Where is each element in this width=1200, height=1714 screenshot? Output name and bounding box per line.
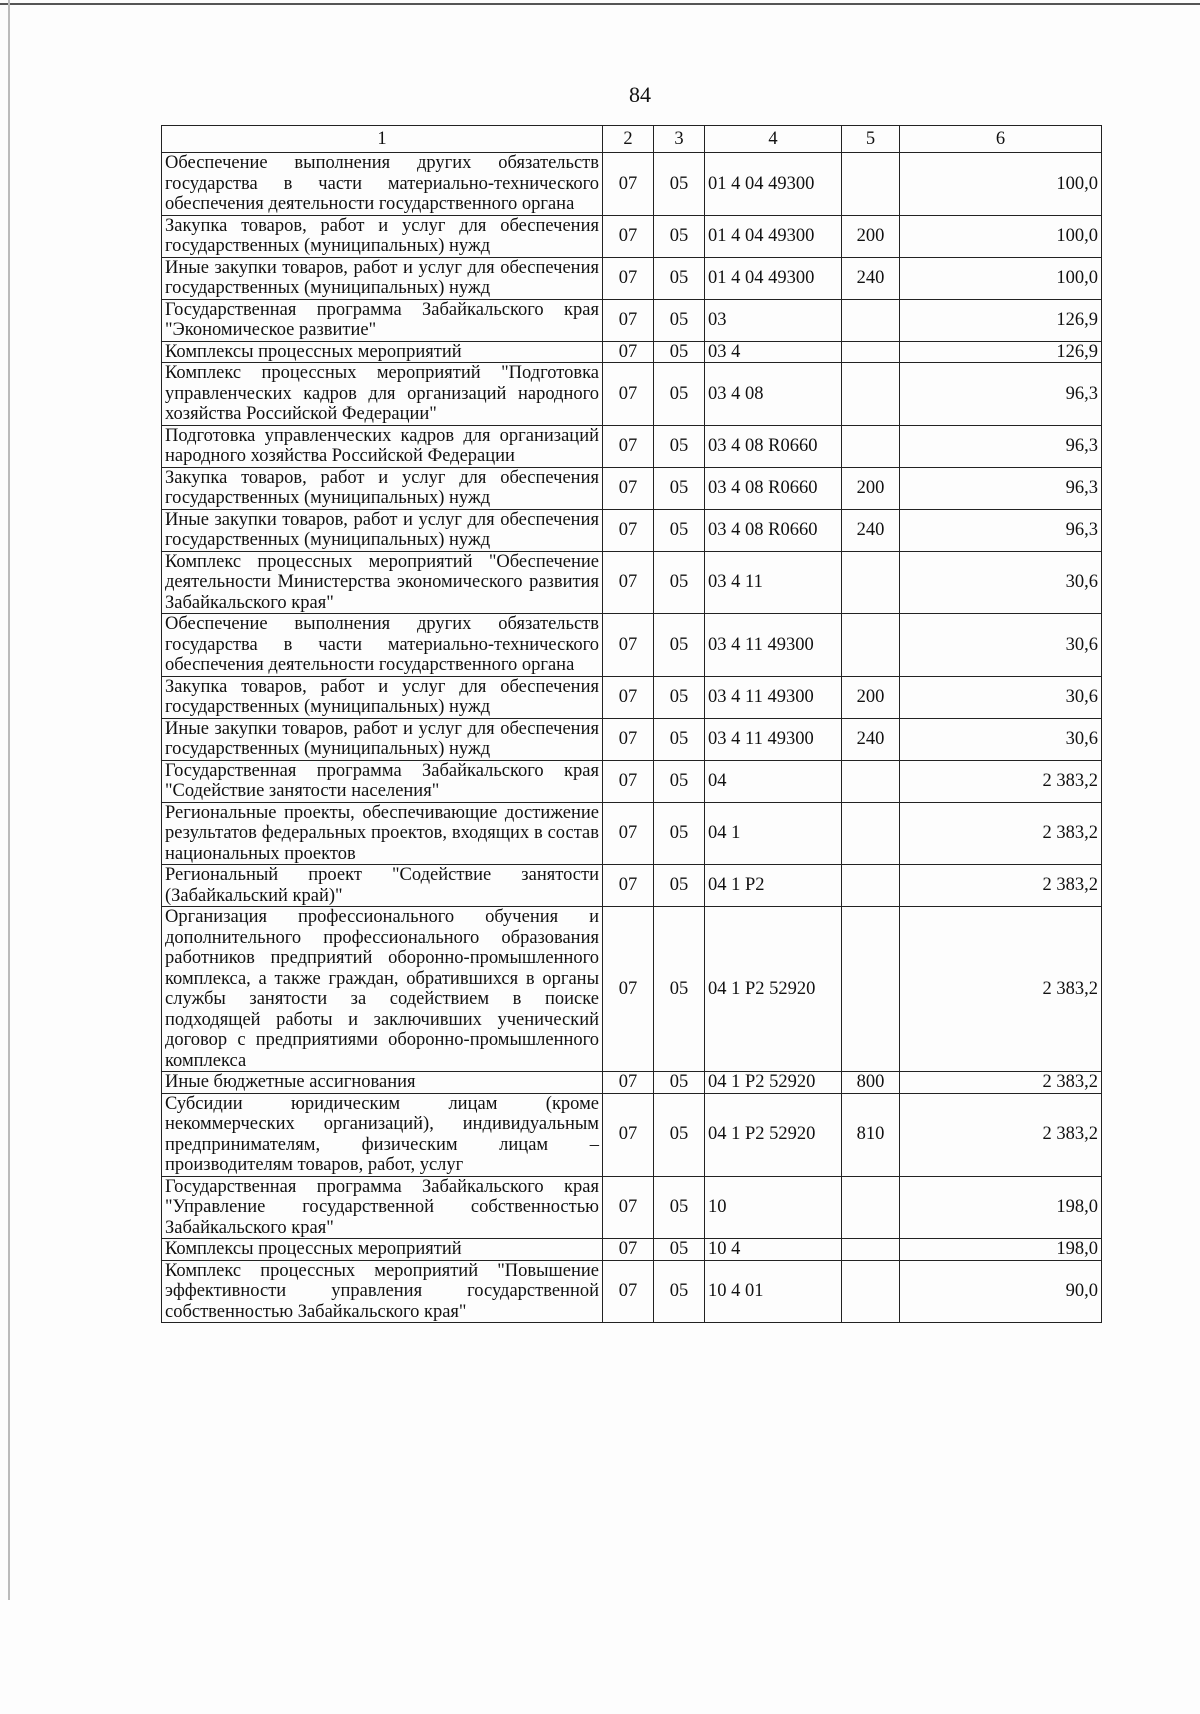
row-amount-cell: 30,6 <box>900 718 1102 760</box>
row-section-cell: 07 <box>603 1260 654 1323</box>
row-name-cell: Государственная программа Забайкальского края "Управление государственной собственностью Забайкальского края" <box>162 1176 603 1239</box>
row-target-article-cell: 01 4 04 49300 <box>705 257 842 299</box>
row-amount-cell: 30,6 <box>900 614 1102 677</box>
row-expense-type-cell <box>842 425 900 467</box>
row-target-article-cell: 04 1 P2 52920 <box>705 1093 842 1176</box>
row-name-cell: Иные закупки товаров, работ и услуг для обеспечения государственных (муниципальных) нужд <box>162 257 603 299</box>
row-amount-cell: 30,6 <box>900 551 1102 614</box>
row-subsection-cell: 05 <box>654 1176 705 1239</box>
row-expense-type-cell <box>842 614 900 677</box>
row-expense-type-cell: 200 <box>842 676 900 718</box>
row-section-cell: 07 <box>603 257 654 299</box>
row-section-cell: 07 <box>603 425 654 467</box>
table-row <box>162 299 1102 341</box>
row-section-cell: 07 <box>603 215 654 257</box>
header-col-3: 3 <box>654 126 705 153</box>
row-target-article-cell: 03 4 11 <box>705 551 842 614</box>
row-section-cell: 07 <box>603 341 654 363</box>
row-expense-type-cell <box>842 551 900 614</box>
row-name-cell: Комплексы процессных мероприятий <box>162 1239 603 1261</box>
table-row <box>162 363 1102 426</box>
row-target-article-cell: 03 4 11 49300 <box>705 718 842 760</box>
row-target-article-cell: 03 4 <box>705 341 842 363</box>
row-section-cell: 07 <box>603 153 654 216</box>
row-subsection-cell: 05 <box>654 363 705 426</box>
row-expense-type-cell: 800 <box>842 1072 900 1094</box>
row-expense-type-cell <box>842 363 900 426</box>
row-name-cell: Закупка товаров, работ и услуг для обеспечения государственных (муниципальных) нужд <box>162 467 603 509</box>
row-amount-cell: 100,0 <box>900 153 1102 216</box>
row-section-cell: 07 <box>603 1239 654 1261</box>
table-row <box>162 718 1102 760</box>
table-row <box>162 509 1102 551</box>
row-name-cell: Закупка товаров, работ и услуг для обеспечения государственных (муниципальных) нужд <box>162 215 603 257</box>
table-row <box>162 865 1102 907</box>
row-name-cell: Комплексы процессных мероприятий <box>162 341 603 363</box>
row-name-cell: Иные бюджетные ассигнования <box>162 1072 603 1094</box>
table-row <box>162 907 1102 1072</box>
header-col-5: 5 <box>842 126 900 153</box>
header-col-4: 4 <box>705 126 842 153</box>
row-section-cell: 07 <box>603 509 654 551</box>
row-amount-cell: 2 383,2 <box>900 802 1102 865</box>
row-section-cell: 07 <box>603 1176 654 1239</box>
table-row <box>162 467 1102 509</box>
row-expense-type-cell: 240 <box>842 509 900 551</box>
row-subsection-cell: 05 <box>654 467 705 509</box>
row-target-article-cell: 03 4 08 <box>705 363 842 426</box>
row-amount-cell: 2 383,2 <box>900 1093 1102 1176</box>
row-name-cell: Комплекс процессных мероприятий "Обеспечение деятельности Министерства экономического развития Забайкальского края" <box>162 551 603 614</box>
row-name-cell: Комплекс процессных мероприятий "Подготовка управленческих кадров для организаций народного хозяйства Российской Федерации" <box>162 363 603 426</box>
row-amount-cell: 126,9 <box>900 299 1102 341</box>
row-amount-cell: 96,3 <box>900 467 1102 509</box>
row-subsection-cell: 05 <box>654 865 705 907</box>
row-expense-type-cell <box>842 299 900 341</box>
row-section-cell: 07 <box>603 363 654 426</box>
row-subsection-cell: 05 <box>654 1072 705 1094</box>
row-section-cell: 07 <box>603 865 654 907</box>
row-subsection-cell: 05 <box>654 676 705 718</box>
table-row <box>162 1072 1102 1094</box>
row-section-cell: 07 <box>603 551 654 614</box>
row-expense-type-cell: 810 <box>842 1093 900 1176</box>
row-expense-type-cell <box>842 1176 900 1239</box>
row-subsection-cell: 05 <box>654 760 705 802</box>
row-subsection-cell: 05 <box>654 1093 705 1176</box>
row-target-article-cell: 03 4 08 R0660 <box>705 509 842 551</box>
table-row <box>162 153 1102 216</box>
row-section-cell: 07 <box>603 1093 654 1176</box>
row-amount-cell: 96,3 <box>900 425 1102 467</box>
table-row <box>162 551 1102 614</box>
table-row <box>162 425 1102 467</box>
row-subsection-cell: 05 <box>654 257 705 299</box>
table-row <box>162 676 1102 718</box>
row-amount-cell: 2 383,2 <box>900 907 1102 1072</box>
row-expense-type-cell: 240 <box>842 718 900 760</box>
row-name-cell: Организация профессионального обучения и дополнительного профессионального образования работников предприятий оборонно-промышленного комплекса, а также граждан, обратившихся в органы службы занятости за содействием в поиске подходящей работы и заключивших ученический договор с предприятиями оборонно-промышленного комплекса <box>162 907 603 1072</box>
row-section-cell: 07 <box>603 676 654 718</box>
row-name-cell: Обеспечение выполнения других обязательств государства в части материально-технического обеспечения деятельности государственного органа <box>162 153 603 216</box>
row-target-article-cell: 03 4 11 49300 <box>705 614 842 677</box>
row-target-article-cell: 04 1 P2 52920 <box>705 1072 842 1094</box>
table-row <box>162 257 1102 299</box>
row-target-article-cell: 10 4 01 <box>705 1260 842 1323</box>
row-subsection-cell: 05 <box>654 614 705 677</box>
row-subsection-cell: 05 <box>654 907 705 1072</box>
table-row <box>162 1093 1102 1176</box>
left-border-line <box>8 0 10 1600</box>
row-expense-type-cell: 240 <box>842 257 900 299</box>
row-amount-cell: 198,0 <box>900 1176 1102 1239</box>
row-name-cell: Иные закупки товаров, работ и услуг для обеспечения государственных (муниципальных) нужд <box>162 718 603 760</box>
row-subsection-cell: 05 <box>654 215 705 257</box>
row-target-article-cell: 04 1 <box>705 802 842 865</box>
row-subsection-cell: 05 <box>654 425 705 467</box>
row-subsection-cell: 05 <box>654 1260 705 1323</box>
row-section-cell: 07 <box>603 907 654 1072</box>
row-subsection-cell: 05 <box>654 802 705 865</box>
table-row <box>162 1176 1102 1239</box>
row-name-cell: Обеспечение выполнения других обязательств государства в части материально-технического обеспечения деятельности государственного органа <box>162 614 603 677</box>
row-subsection-cell: 05 <box>654 341 705 363</box>
row-subsection-cell: 05 <box>654 299 705 341</box>
row-name-cell: Субсидии юридическим лицам (кроме некоммерческих организаций), индивидуальным предпринимателям, физическим лицам – производителям товаров, работ, услуг <box>162 1093 603 1176</box>
row-section-cell: 07 <box>603 760 654 802</box>
row-name-cell: Закупка товаров, работ и услуг для обеспечения государственных (муниципальных) нужд <box>162 676 603 718</box>
row-subsection-cell: 05 <box>654 718 705 760</box>
row-expense-type-cell: 200 <box>842 215 900 257</box>
row-name-cell: Государственная программа Забайкальского края "Содействие занятости населения" <box>162 760 603 802</box>
row-section-cell: 07 <box>603 718 654 760</box>
table-row <box>162 215 1102 257</box>
table-body <box>162 153 1102 1323</box>
row-amount-cell: 30,6 <box>900 676 1102 718</box>
row-section-cell: 07 <box>603 614 654 677</box>
row-name-cell: Комплекс процессных мероприятий "Повышение эффективности управления государственной собственностью Забайкальского края" <box>162 1260 603 1323</box>
row-target-article-cell: 01 4 04 49300 <box>705 153 842 216</box>
row-name-cell: Региональный проект "Содействие занятости (Забайкальский край)" <box>162 865 603 907</box>
row-name-cell: Иные закупки товаров, работ и услуг для обеспечения государственных (муниципальных) нужд <box>162 509 603 551</box>
row-name-cell: Государственная программа Забайкальского края "Экономическое развитие" <box>162 299 603 341</box>
row-name-cell: Подготовка управленческих кадров для организаций народного хозяйства Российской Федерации <box>162 425 603 467</box>
table-row <box>162 760 1102 802</box>
row-name-cell: Региональные проекты, обеспечивающие достижение результатов федеральных проектов, входящих в состав национальных проектов <box>162 802 603 865</box>
row-amount-cell: 96,3 <box>900 363 1102 426</box>
row-target-article-cell: 03 4 08 R0660 <box>705 467 842 509</box>
row-expense-type-cell <box>842 760 900 802</box>
row-amount-cell: 126,9 <box>900 341 1102 363</box>
row-expense-type-cell <box>842 865 900 907</box>
row-target-article-cell: 03 4 08 R0660 <box>705 425 842 467</box>
row-amount-cell: 90,0 <box>900 1260 1102 1323</box>
budget-table <box>161 125 1102 1323</box>
header-col-6: 6 <box>900 126 1102 153</box>
row-section-cell: 07 <box>603 802 654 865</box>
header-col-1: 1 <box>162 126 603 153</box>
table-row <box>162 1260 1102 1323</box>
row-subsection-cell: 05 <box>654 509 705 551</box>
header-col-2: 2 <box>603 126 654 153</box>
row-amount-cell: 100,0 <box>900 257 1102 299</box>
row-target-article-cell: 10 4 <box>705 1239 842 1261</box>
table-row <box>162 1239 1102 1261</box>
row-section-cell: 07 <box>603 1072 654 1094</box>
row-target-article-cell: 01 4 04 49300 <box>705 215 842 257</box>
row-subsection-cell: 05 <box>654 551 705 614</box>
row-target-article-cell: 10 <box>705 1176 842 1239</box>
row-target-article-cell: 04 <box>705 760 842 802</box>
row-subsection-cell: 05 <box>654 1239 705 1261</box>
table-row <box>162 802 1102 865</box>
row-section-cell: 07 <box>603 299 654 341</box>
row-target-article-cell: 04 1 P2 52920 <box>705 907 842 1072</box>
row-expense-type-cell <box>842 153 900 216</box>
row-expense-type-cell <box>842 1260 900 1323</box>
row-amount-cell: 100,0 <box>900 215 1102 257</box>
row-target-article-cell: 04 1 P2 <box>705 865 842 907</box>
row-amount-cell: 96,3 <box>900 509 1102 551</box>
page-number: 84 <box>629 82 651 107</box>
row-expense-type-cell: 200 <box>842 467 900 509</box>
row-expense-type-cell <box>842 1239 900 1261</box>
row-target-article-cell: 03 4 11 49300 <box>705 676 842 718</box>
row-section-cell: 07 <box>603 467 654 509</box>
top-border-line <box>0 3 1200 5</box>
row-amount-cell: 2 383,2 <box>900 760 1102 802</box>
row-expense-type-cell <box>842 802 900 865</box>
table-row <box>162 614 1102 677</box>
table-header-row <box>162 126 1102 153</box>
row-amount-cell: 198,0 <box>900 1239 1102 1261</box>
row-expense-type-cell <box>842 907 900 1072</box>
row-subsection-cell: 05 <box>654 153 705 216</box>
row-target-article-cell: 03 <box>705 299 842 341</box>
row-amount-cell: 2 383,2 <box>900 865 1102 907</box>
table-row <box>162 341 1102 363</box>
row-amount-cell: 2 383,2 <box>900 1072 1102 1094</box>
row-expense-type-cell <box>842 341 900 363</box>
